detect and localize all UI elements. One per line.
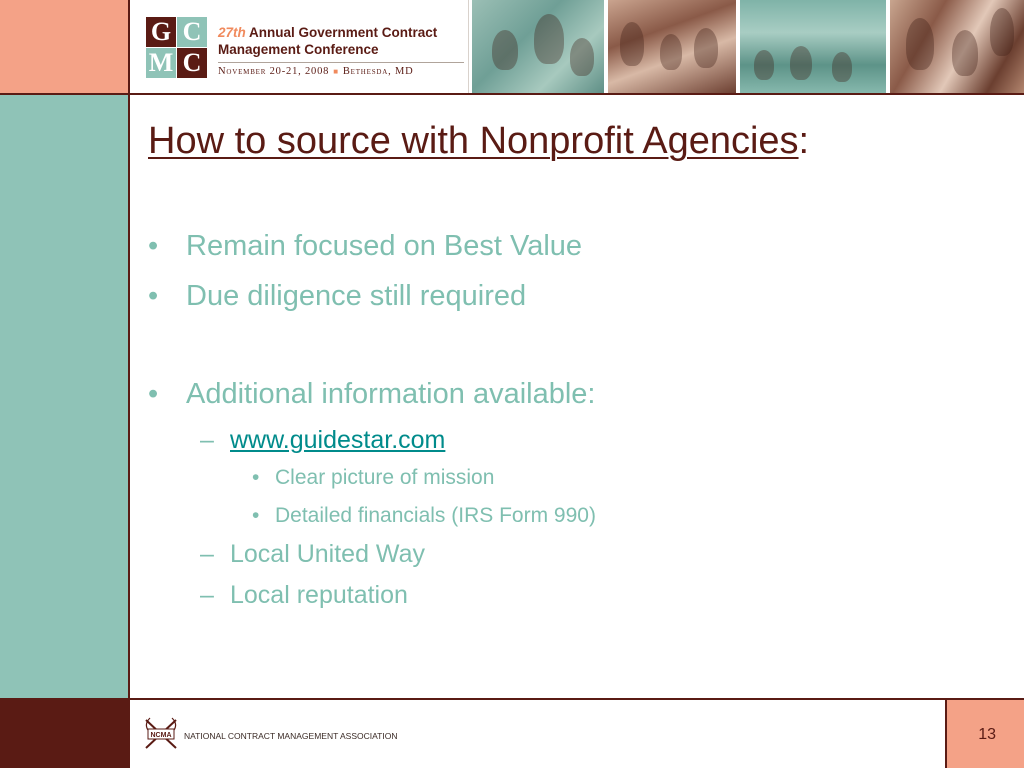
sub-bullet-text: Local United Way — [230, 540, 425, 568]
header-rule — [0, 93, 1024, 95]
bullet-text: Remain focused on Best Value — [186, 230, 583, 262]
logo-letter: G — [146, 17, 176, 47]
banner-photo-meeting — [472, 0, 604, 93]
left-accent-panel — [0, 94, 128, 700]
slide-title — [148, 120, 809, 163]
sub-bullet-marker: – — [200, 426, 214, 454]
left-accent-bottom — [0, 700, 128, 768]
logo-letter: M — [146, 48, 176, 78]
divider — [218, 62, 464, 63]
guidestar-link[interactable]: www.guidestar.com — [230, 426, 446, 454]
detail-bullet-text: Clear picture of mission — [275, 466, 495, 489]
sub-bullet-marker: – — [200, 581, 214, 609]
ncma-logo-icon — [140, 714, 182, 754]
conference-title-line2: Management Conference — [218, 42, 379, 57]
banner-photo-conference-table — [608, 0, 736, 93]
gcmc-logo-mark — [146, 17, 206, 77]
conference-edition: 27th — [218, 25, 246, 40]
conference-name — [218, 24, 468, 77]
slide-title-text: How to source with Nonprofit Agencies — [148, 120, 799, 162]
logo-letter: C — [177, 17, 207, 47]
slide-title-colon: : — [798, 120, 810, 162]
conference-date-location — [218, 66, 468, 77]
left-accent-top — [0, 0, 128, 94]
left-rule — [128, 0, 130, 768]
bullet-text: Additional information available: — [186, 378, 596, 410]
detail-bullet-marker: • — [252, 466, 260, 489]
conference-logo — [138, 0, 469, 93]
banner-photo-discussion — [890, 0, 1024, 93]
logo-letter: C — [177, 48, 207, 78]
banner-photo-audience — [740, 0, 886, 93]
bullet-marker: • — [148, 280, 159, 312]
bullet-text: Due diligence still required — [186, 280, 527, 312]
conference-dates: November 20-21, 2008 — [218, 66, 330, 77]
page-number-box — [947, 700, 1024, 768]
slide-footer — [130, 700, 945, 768]
conference-location: Bethesda, MD — [342, 66, 414, 77]
sub-bullet-text: Local reputation — [230, 581, 408, 609]
page-number: 13 — [978, 726, 996, 743]
conference-title-line1: Annual Government Contract — [249, 25, 438, 40]
detail-bullet-text: Detailed financials (IRS Form 990) — [275, 504, 596, 527]
detail-bullet-marker: • — [252, 504, 260, 527]
bullet-marker: • — [148, 378, 159, 410]
footer-organization: NATIONAL CONTRACT MANAGEMENT ASSOCIATION — [184, 731, 398, 741]
square-separator-icon: ■ — [333, 67, 339, 76]
bullet-marker: • — [148, 230, 159, 262]
sub-bullet-marker: – — [200, 540, 214, 568]
ncma-logo-label: NCMA — [150, 732, 172, 739]
conference-banner — [130, 0, 1024, 93]
